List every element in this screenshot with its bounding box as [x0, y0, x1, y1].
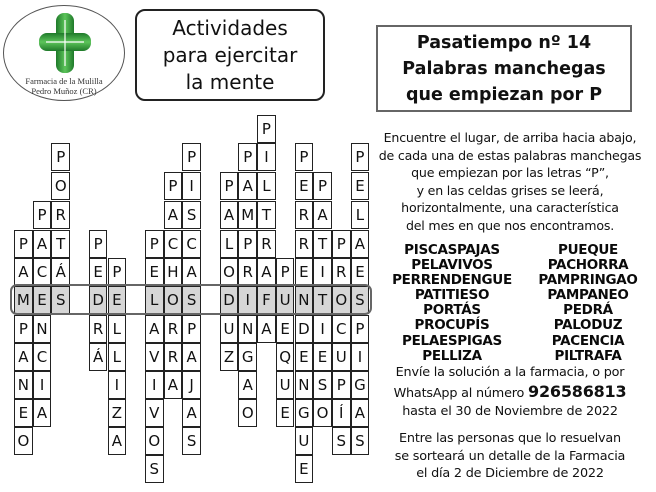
grid-cell: P [332, 371, 351, 399]
grid-cell: E [276, 315, 295, 343]
grid-cell: E [351, 258, 370, 286]
grid-cell: A [33, 230, 52, 258]
grid-cell: Á [51, 258, 70, 286]
grid-cell: P [145, 230, 164, 258]
grid-cell: P [14, 315, 33, 343]
word-item: PELLIZA [422, 347, 482, 364]
word-item: PEDRÁ [563, 302, 613, 319]
grid-cell: S [313, 371, 332, 399]
grid-cell: C [164, 230, 183, 258]
grid-cell-gray: E [108, 286, 127, 314]
grid-cell-gray: D [220, 286, 239, 314]
grid-cell: E [295, 258, 314, 286]
grid-cell: P [89, 230, 108, 258]
word-item: PAMPRINGAO [538, 272, 638, 289]
grid-cell: C [332, 315, 351, 343]
grid-cell: P [238, 230, 257, 258]
grid-cell: C [33, 258, 52, 286]
grid-cell: P [164, 172, 183, 200]
grid-cell: N [238, 315, 257, 343]
grid-cell: P [295, 143, 314, 171]
grid-cell: S [145, 455, 164, 483]
grid-cell: A [351, 399, 370, 427]
grid-cell: Z [220, 343, 239, 371]
word-item: PUEQUE [558, 242, 618, 258]
grid-cell: P [220, 172, 239, 200]
grid-cell-gray: M [14, 286, 33, 314]
grid-cell-gray: T [313, 286, 332, 314]
grid-cell-gray: S [51, 286, 70, 314]
grid-cell: A [164, 371, 183, 399]
deadline-line: hasta el 30 de Noviembre de 2022 [402, 404, 618, 419]
grid-cell: E [313, 343, 332, 371]
grid-cell-gray: N [295, 286, 314, 314]
grid-cell: Í [332, 399, 351, 427]
grid-cell-gray: L [145, 286, 164, 314]
instruction-line: que empiezan por las letras “P”, [411, 165, 609, 180]
grid-cell: V [145, 399, 164, 427]
grid-cell-gray: E [33, 286, 52, 314]
grid-cell-gray: I [238, 286, 257, 314]
submission-info [368, 364, 652, 422]
grid-cell: R [51, 201, 70, 229]
grid-cell: R [295, 230, 314, 258]
grid-cell: R [238, 258, 257, 286]
word-list-right [524, 243, 652, 364]
grid-cell: A [14, 343, 33, 371]
raffle-info [368, 430, 652, 483]
grid-cell: N [14, 371, 33, 399]
whatsapp-label: WhatsApp al número [393, 385, 529, 401]
grid-cell: O [145, 427, 164, 455]
grid-cell: N [33, 315, 52, 343]
grid-cell: A [182, 399, 201, 427]
grid-cell: P [182, 315, 201, 343]
title-line: la mente [185, 70, 275, 94]
grid-cell: H [164, 258, 183, 286]
grid-cell: Z [108, 399, 127, 427]
grid-cell: L [257, 172, 276, 200]
grid-cell: O [220, 258, 239, 286]
grid-cell: R [164, 315, 183, 343]
word-list-left [372, 243, 532, 364]
grid-cell: S [182, 427, 201, 455]
grid-cell: A [257, 315, 276, 343]
grid-cell: M [238, 201, 257, 229]
word-item: PAMPANEO [547, 287, 629, 304]
grid-cell: O [51, 172, 70, 200]
phone-number: 926586813 [528, 381, 627, 401]
grid-cell: I [182, 172, 201, 200]
grid-cell: I [313, 315, 332, 343]
grid-cell: O [238, 399, 257, 427]
header-line: que empiezan por P [405, 85, 603, 105]
grid-cell: R [89, 315, 108, 343]
grid-cell: R [332, 258, 351, 286]
grid-cell: U [220, 315, 239, 343]
grid-cell: G [238, 343, 257, 371]
grid-cell: Á [89, 343, 108, 371]
word-item: PILTRAFA [554, 347, 622, 364]
grid-cell: A [14, 258, 33, 286]
grid-cell: C [33, 343, 52, 371]
grid-cell: T [313, 230, 332, 258]
grid-cell: P [351, 315, 370, 343]
grid-cell: P [313, 172, 332, 200]
contact-line [368, 383, 652, 404]
grid-cell-gray: F [257, 286, 276, 314]
grid-cell: I [108, 371, 127, 399]
title-line: para ejercitar [162, 43, 298, 67]
grid-cell: O [313, 399, 332, 427]
grid-cell: R [164, 343, 183, 371]
contact-line: Envíe la solución a la farmacia, o por [395, 365, 625, 380]
word-item: PISCASPAJAS [404, 242, 500, 258]
grid-cell: P [257, 115, 276, 143]
grid-cell-gray: S [182, 286, 201, 314]
grid-cell: I [257, 143, 276, 171]
grid-cell: E [295, 455, 314, 483]
grid-cell: C [182, 230, 201, 258]
word-item: PROCUPÍS [414, 317, 490, 334]
grid-cell: A [238, 172, 257, 200]
grid-cell: P [351, 143, 370, 171]
instruction-line: del mes en que nos encontramos. [405, 217, 615, 233]
grid-cell: P [332, 230, 351, 258]
grid-cell: A [182, 258, 201, 286]
grid-cell: Q [276, 343, 295, 371]
header-line: Pasatiempo nº 14 [416, 33, 592, 53]
grid-cell: T [51, 230, 70, 258]
grid-cell: R [257, 230, 276, 258]
grid-cell: P [33, 201, 52, 229]
grid-cell: P [51, 143, 70, 171]
grid-cell: U [276, 371, 295, 399]
grid-cell: A [145, 315, 164, 343]
instructions-text [368, 129, 652, 234]
grid-cell: J [182, 371, 201, 399]
grid-cell-gray: O [164, 286, 183, 314]
grid-cell: U [332, 343, 351, 371]
word-item: PELAVIVOS [411, 257, 493, 274]
word-item: PELAESPIGAS [402, 332, 502, 349]
grid-cell: A [351, 230, 370, 258]
grid-cell: A [33, 399, 52, 427]
grid-cell: E [295, 343, 314, 371]
grid-cell: A [257, 258, 276, 286]
instruction-line: horizontalmente, una característica [401, 200, 619, 215]
word-item: PACHORRA [547, 257, 629, 274]
grid-cell: I [33, 371, 52, 399]
word-item: PALODUZ [553, 317, 623, 334]
puzzle-header-box [376, 25, 632, 112]
grid-cell: E [89, 258, 108, 286]
grid-cell: T [257, 201, 276, 229]
grid-cell: E [351, 172, 370, 200]
instruction-line: y en las celdas grises se leerá, [416, 182, 604, 198]
grid-cell: P [276, 258, 295, 286]
grid-cell: E [295, 172, 314, 200]
logo-location: Pedro Muñoz (CR) [31, 86, 97, 96]
grid-cell: U [295, 427, 314, 455]
raffle-line: Entre las personas que lo resuelvan [399, 431, 621, 446]
word-item: PERRENDENGUE [392, 272, 512, 289]
grid-cell: N [295, 371, 314, 399]
grid-cell-gray: S [351, 286, 370, 314]
grid-cell: E [14, 399, 33, 427]
title-line: Actividades [172, 16, 288, 40]
instruction-line: de cada una de estas palabras manchegas [378, 147, 642, 163]
logo-pharmacy-name: Farmacia de la Mulilla [25, 76, 103, 86]
grid-cell: D [295, 315, 314, 343]
grid-cell: S [351, 427, 370, 455]
grid-cell: O [14, 427, 33, 455]
grid-cell: E [145, 258, 164, 286]
grid-cell: A [220, 201, 239, 229]
grid-cell: P [14, 230, 33, 258]
grid-cell: P [108, 258, 127, 286]
grid-cell: A [238, 371, 257, 399]
grid-cell: G [351, 371, 370, 399]
grid-cell: A [313, 201, 332, 229]
grid-cell: S [182, 201, 201, 229]
grid-cell: I [145, 371, 164, 399]
grid-cell: G [295, 399, 314, 427]
grid-cell: A [182, 343, 201, 371]
raffle-line: se sorteará un detalle de la Farmacia [394, 448, 626, 464]
grid-cell: L [220, 230, 239, 258]
header-line: Palabras manchegas [402, 59, 606, 79]
grid-cell: R [295, 201, 314, 229]
grid-cell: P [182, 143, 201, 171]
grid-cell: I [313, 258, 332, 286]
grid-cell: V [145, 343, 164, 371]
instruction-line: Encuentre el lugar, de arriba hacia abajo, [383, 130, 637, 145]
word-item: PACENCIA [551, 332, 625, 349]
grid-cell-gray: O [332, 286, 351, 314]
grid-cell: L [108, 343, 127, 371]
word-item: PORTÁS [423, 302, 481, 319]
grid-cell-gray: D [89, 286, 108, 314]
grid-cell: A [108, 427, 127, 455]
raffle-line: el día 2 de Diciembre de 2022 [416, 466, 604, 481]
grid-cell: A [164, 201, 183, 229]
grid-cell: P [238, 143, 257, 171]
grid-cell: L [351, 201, 370, 229]
grid-cell-gray: U [276, 286, 295, 314]
grid-cell: S [332, 427, 351, 455]
word-item: PATITIESO [414, 287, 490, 304]
grid-cell: I [351, 343, 370, 371]
grid-cell: L [108, 315, 127, 343]
grid-cell: E [276, 399, 295, 427]
